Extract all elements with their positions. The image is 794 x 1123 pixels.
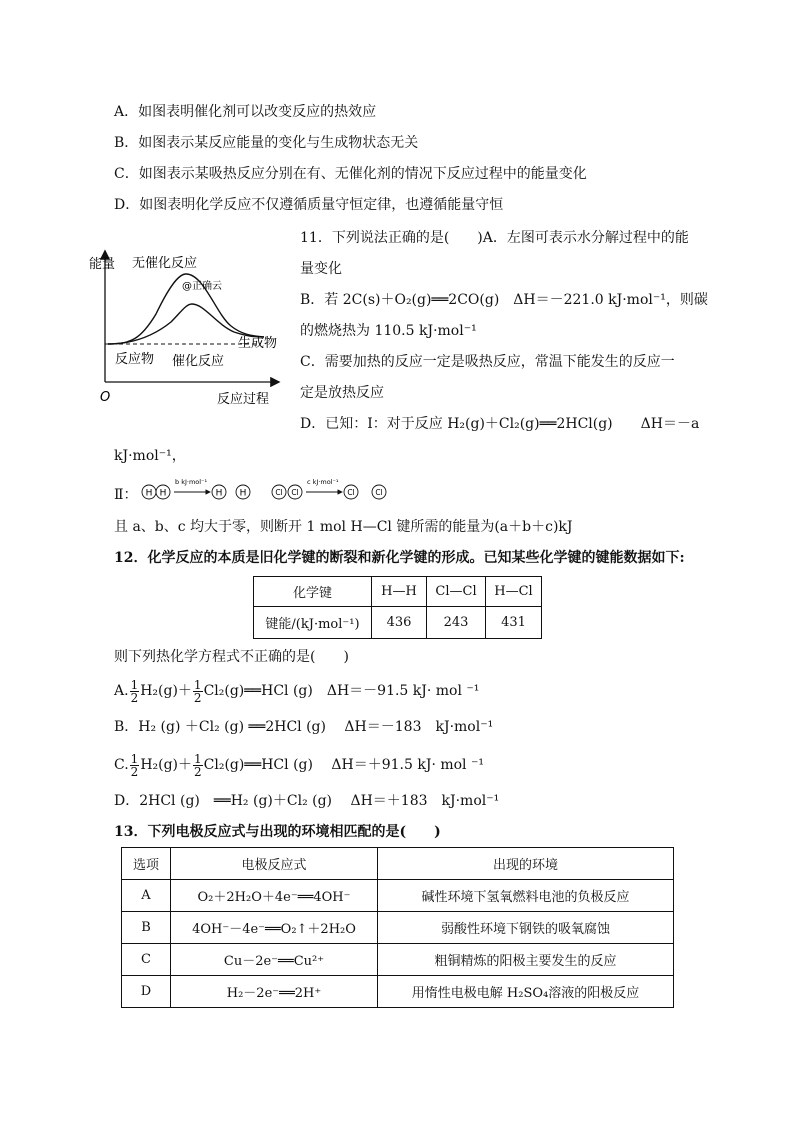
row-a-environment: 碱性环境下氢氧燃料电池的负极反应 bbox=[378, 880, 674, 912]
table-header-hh: H—H bbox=[372, 577, 427, 607]
q10-option-b: B．如图表示某反应能量的变化与生成物状态无关 bbox=[114, 135, 419, 151]
q12-option-b: B．H₂ (g) ＋Cl₂ (g) ══2HCl (g) ΔH＝－183 kJ·mol⁻¹ bbox=[114, 719, 494, 735]
cl-atom-1: Cl bbox=[275, 488, 283, 497]
y-axis-label: 能量 bbox=[89, 257, 116, 272]
q11-option-d-line1: D．已知：Ⅰ：对于反应 H₂(g)＋Cl₂(g)══2HCl(g) ΔH＝－a bbox=[300, 416, 700, 432]
row-d-equation: H₂－2e⁻══2H⁺ bbox=[171, 976, 378, 1008]
electrode-table bbox=[121, 847, 674, 1008]
q10-option-d: D．如图表明化学反应不仅遵循质量守恒定律，也遵循能量守恒 bbox=[114, 197, 504, 213]
q11-stem-line2: 量变化 bbox=[300, 261, 342, 277]
table-row-label: 键能/(kJ·mol⁻¹) bbox=[254, 607, 372, 639]
origin-label: O bbox=[100, 390, 111, 405]
h-arrow-label: b kJ·mol⁻¹ bbox=[175, 478, 208, 486]
table-row bbox=[122, 912, 674, 944]
cl-atom-2: Cl bbox=[291, 488, 299, 497]
bond-scheme bbox=[138, 474, 398, 506]
q10-option-c: C．如图表示某吸热反应分别在有、无催化剂的情况下反应过程中的能量变化 bbox=[114, 166, 587, 182]
q10-option-a: A．如图表明催化剂可以改变反应的热效应 bbox=[114, 104, 377, 120]
row-b-environment: 弱酸性环境下钢铁的吸氧腐蚀 bbox=[378, 912, 674, 944]
q12-stem: 12．化学反应的本质是旧化学键的断裂和新化学键的形成。已知某些化学键的键能数据如下: bbox=[114, 550, 685, 566]
bond-energy-table bbox=[253, 576, 542, 639]
h-atom-2: H bbox=[159, 488, 167, 499]
q11-option-d-scheme-label: Ⅱ： bbox=[114, 487, 138, 503]
row-d-option: D bbox=[122, 976, 171, 1008]
table-header-hcl: H—Cl bbox=[486, 577, 542, 607]
table-row bbox=[122, 880, 674, 912]
row-b-option: B bbox=[122, 912, 171, 944]
h-atom-1: H bbox=[145, 488, 153, 499]
table-row bbox=[122, 976, 674, 1008]
row-b-equation: 4OH⁻－4e⁻══O₂↑＋2H₂O bbox=[171, 912, 378, 944]
q13-stem: 13．下列电极反应式与出现的环境相匹配的是( ) bbox=[114, 824, 441, 840]
q12-option-c: C. $\frac{1}{2}$ H₂(g)＋ $\frac{1}{2}$ Cl₂(g)══HCl (g) ΔH＝＋91.5 kJ· mol ⁻¹ bbox=[114, 751, 484, 779]
row-c-environment: 粗铜精炼的阳极主要发生的反应 bbox=[378, 944, 674, 976]
q12-option-a: A. $\frac{1}{2}$ H₂(g)＋ $\frac{1}{2}$ Cl₂(g)══HCl (g) ΔH＝－91.5 kJ· mol ⁻¹ bbox=[114, 677, 480, 705]
table-value-hcl: 431 bbox=[486, 607, 542, 639]
x-axis-label: 反应过程 bbox=[217, 392, 270, 407]
q11-option-c-line1: C．需要加热的反应一定是吸热反应，常温下能发生的反应一 bbox=[300, 354, 675, 370]
product-label: 生成物 bbox=[238, 336, 278, 351]
table-header-bond: 化学键 bbox=[254, 577, 372, 607]
table-value-hh: 436 bbox=[372, 607, 427, 639]
table-header-clcl: Cl—Cl bbox=[427, 577, 486, 607]
uncatalyzed-label: 无催化反应 bbox=[132, 256, 198, 271]
h-atom-4: H bbox=[239, 488, 247, 499]
h-atom-3: H bbox=[215, 488, 223, 499]
row-d-environment: 用惰性电极电解 H₂SO₄溶液的阳极反应 bbox=[378, 976, 674, 1008]
watermark-label: @正确云 bbox=[182, 281, 222, 292]
cl-atom-4: Cl bbox=[375, 488, 383, 497]
reactant-label: 反应物 bbox=[115, 352, 155, 367]
table-header-equation: 电极反应式 bbox=[171, 848, 378, 880]
cl-atom-3: Cl bbox=[347, 488, 355, 497]
row-a-option: A bbox=[122, 880, 171, 912]
row-c-option: C bbox=[122, 944, 171, 976]
q11-stem-line1: 11．下列说法正确的是( )A．左图可表示水分解过程中的能 bbox=[300, 230, 689, 246]
table-row bbox=[122, 944, 674, 976]
q11-option-b-line1: B．若 2C(s)＋O₂(g)══2CO(g) ΔH＝－221.0 kJ·mol⁻¹，则碳 bbox=[300, 292, 708, 308]
q11-option-d-line2: kJ·mol⁻¹， bbox=[114, 448, 186, 464]
q11-option-c-line2: 定是放热反应 bbox=[300, 385, 384, 401]
q11-option-b-line2: 的燃烧热为 110.5 kJ·mol⁻¹ bbox=[300, 323, 477, 339]
catalyzed-label: 催化反应 bbox=[172, 354, 225, 369]
q12-option-d: D．2HCl (g) ══H₂ (g)＋Cl₂ (g) ΔH＝＋183 kJ·mol⁻¹ bbox=[114, 793, 500, 809]
row-c-equation: Cu－2e⁻══Cu²⁺ bbox=[171, 944, 378, 976]
table-value-clcl: 243 bbox=[427, 607, 486, 639]
cl-arrow-label: c kJ·mol⁻¹ bbox=[307, 478, 339, 486]
table-header-option: 选项 bbox=[122, 848, 171, 880]
row-a-equation: O₂＋2H₂O＋4e⁻══4OH⁻ bbox=[171, 880, 378, 912]
energy-diagram bbox=[86, 244, 296, 414]
table-header-environment: 出现的环境 bbox=[378, 848, 674, 880]
q12-question: 则下列热化学方程式不正确的是( ) bbox=[114, 649, 349, 665]
q11-option-d-line4: 且 a、b、c 均大于零，则断开 1 mol H—Cl 键所需的能量为(a＋b＋c)kJ bbox=[114, 519, 573, 535]
